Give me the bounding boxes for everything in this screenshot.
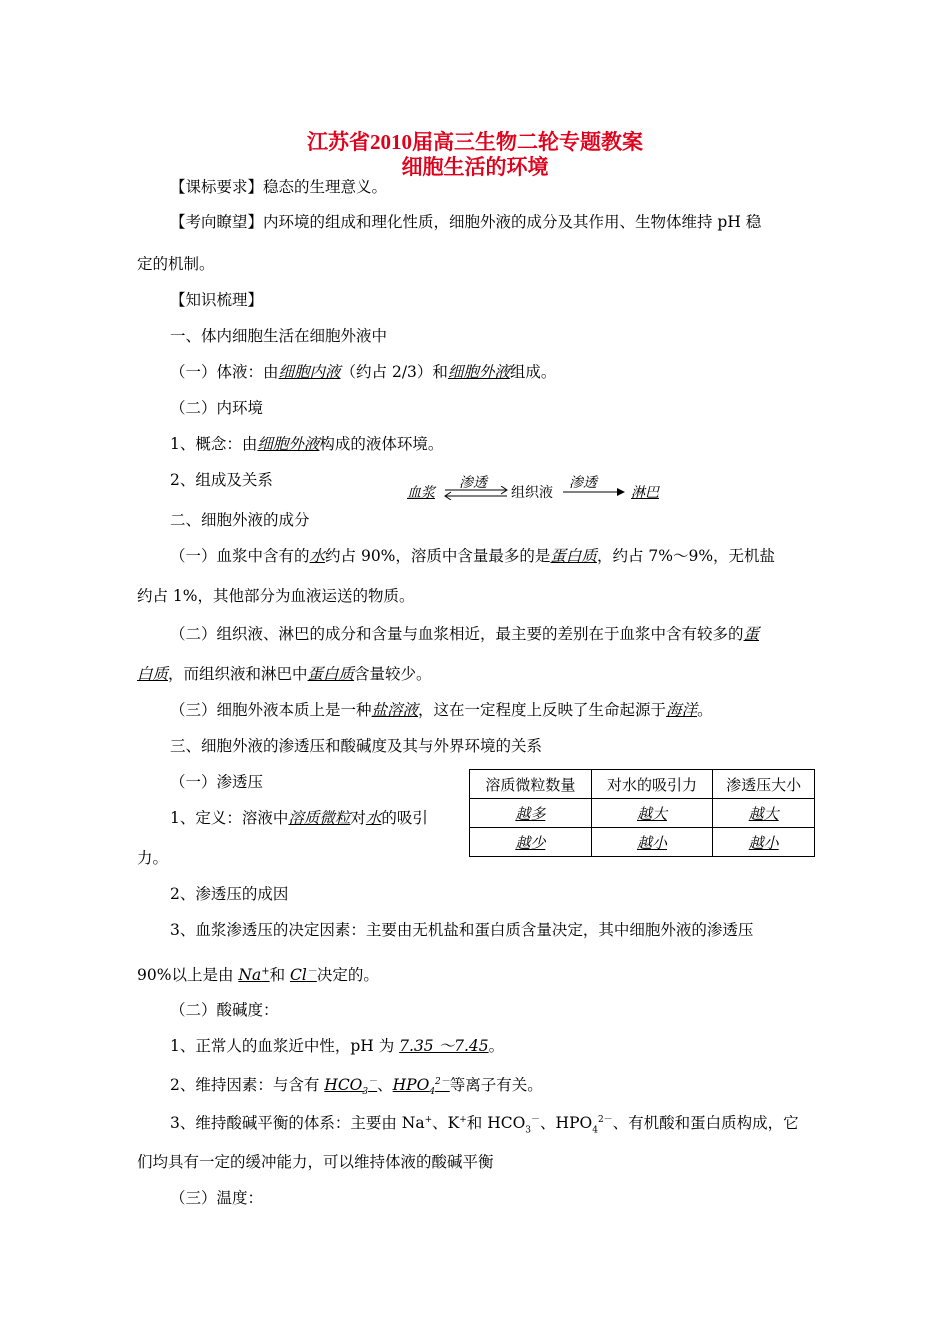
table-header: 溶质微粒数量 bbox=[470, 770, 592, 799]
ph-line-3: 3、维持酸碱平衡的体系：主要由 Na+、K+和 $HCO_3^-$、$HPO_4^{2-}$、有机酸和蛋白质构成，它 bbox=[170, 1114, 799, 1136]
table-row bbox=[470, 799, 815, 828]
table-header-row bbox=[470, 770, 815, 799]
diagram-osmosis-label-2: 渗透 bbox=[569, 475, 597, 491]
section-2-heading: 二、细胞外液的成分 bbox=[170, 511, 310, 529]
blank-protein-2a: 蛋 bbox=[743, 625, 760, 643]
section-1-heading: 一、体内细胞生活在细胞外液中 bbox=[170, 327, 388, 345]
blank-sodium: Na+ bbox=[238, 966, 270, 985]
outlook-line-1: 【考向瞭望】内环境的组成和理化性质，细胞外液的成分及其作用、生物体维持 pH 稳 bbox=[170, 213, 762, 231]
diagram-plasma: 血浆 bbox=[407, 485, 435, 501]
ph-line-2: 2、维持因素：与含有 $HCO_3^-$、$HPO_4^{2-}$等离子有关。 bbox=[170, 1076, 543, 1098]
right-arrow-icon bbox=[561, 488, 627, 498]
blank-chloride: Cl－ bbox=[290, 966, 317, 985]
blank-water-2: 水 bbox=[365, 809, 382, 827]
osmotic-cause: 2、渗透压的成因 bbox=[170, 885, 289, 903]
ph-line-4: 们均具有一定的缓冲能力，可以维持体液的酸碱平衡 bbox=[137, 1153, 494, 1171]
standard-requirement: 【课标要求】稳态的生理意义。 bbox=[170, 178, 388, 196]
concept-line: 1、概念：由细胞外液构成的液体环境。 bbox=[170, 435, 444, 453]
outlook-line-2: 定的机制。 bbox=[137, 255, 215, 273]
blank-extracellular-fluid: 细胞外液 bbox=[447, 363, 510, 381]
table-cell: 越小 bbox=[637, 833, 668, 852]
diagram-lymph: 淋巴 bbox=[631, 485, 659, 501]
blank-intracellular-fluid: 细胞内液 bbox=[278, 363, 341, 381]
ph-line-1: 1、正常人的血浆近中性，pH 为 7.35 ～7.45。 bbox=[170, 1037, 505, 1055]
table-cell: 越大 bbox=[637, 804, 668, 823]
diagram-tissue-fluid: 组织液 bbox=[511, 485, 553, 501]
osmotic-heading: （一）渗透压 bbox=[170, 773, 264, 791]
blank-protein-2b: 白质 bbox=[137, 665, 169, 683]
blank-ph-range: 7.35 ～7.45 bbox=[399, 1037, 489, 1055]
table-cell: 越小 bbox=[748, 833, 779, 852]
tissue-line-2: 白质，而组织液和淋巴中蛋白质含量较少。 bbox=[137, 665, 432, 683]
ph-heading: （二）酸碱度： bbox=[170, 1001, 279, 1019]
doc-subtitle: 细胞生活的环境 bbox=[401, 155, 549, 179]
internal-env-heading: （二）内环境 bbox=[170, 399, 264, 417]
table-header: 对水的吸引力 bbox=[591, 770, 713, 799]
diagram-osmosis-label-1: 渗透 bbox=[459, 475, 487, 491]
composition-line: 2、组成及关系 bbox=[170, 471, 273, 489]
table-cell: 越多 bbox=[515, 804, 546, 823]
temperature-heading: （三）温度： bbox=[170, 1189, 264, 1207]
blank-hydrogen-phosphate: $HPO_4^{2-}$ bbox=[392, 1076, 450, 1098]
doc-title: 江苏省2010届高三生物二轮专题教案 bbox=[307, 130, 643, 154]
double-arrow-icon bbox=[441, 486, 511, 500]
fluid-relation-diagram bbox=[405, 472, 675, 504]
blank-salt-solution: 盐溶液 bbox=[371, 701, 419, 719]
blank-bicarbonate: $HCO_3^-$ bbox=[324, 1076, 378, 1098]
plasma-osmotic-line-1: 3、血浆渗透压的决定因素：主要由无机盐和蛋白质含量决定，其中细胞外液的渗透压 bbox=[170, 921, 754, 939]
osmotic-table bbox=[469, 769, 815, 857]
table-header: 渗透压大小 bbox=[713, 770, 815, 799]
salt-solution-line: （三）细胞外液本质上是一种盐溶液，这在一定程度上反映了生命起源于海洋。 bbox=[170, 701, 713, 719]
blank-protein-3: 蛋白质 bbox=[307, 665, 355, 683]
blank-protein: 蛋白质 bbox=[550, 547, 597, 565]
table-cell: 越少 bbox=[515, 833, 546, 852]
blank-extracellular-fluid-2: 细胞外液 bbox=[257, 435, 320, 453]
plasma-osmotic-line-2: 90%以上是由 Na+和 Cl－决定的。 bbox=[137, 966, 379, 985]
body-fluid-line: （一）体液：由细胞内液（约占 2/3）和细胞外液组成。 bbox=[170, 363, 557, 381]
plasma-line-1: （一）血浆中含有的水约占 90%，溶质中含量最多的是蛋白质，约占 7%～9%，无机盐 bbox=[170, 547, 776, 565]
section-3-heading: 三、细胞外液的渗透压和酸碱度及其与外界环境的关系 bbox=[170, 737, 543, 755]
table-cell: 越大 bbox=[748, 804, 779, 823]
tissue-line-1: （二）组织液、淋巴的成分和含量与血浆相近，最主要的差别在于血浆中含有较多的蛋 bbox=[170, 625, 760, 643]
blank-water: 水 bbox=[309, 547, 326, 565]
plasma-line-2: 约占 1%，其他部分为血液运送的物质。 bbox=[137, 587, 415, 605]
blank-ocean: 海洋 bbox=[666, 701, 698, 719]
osmotic-definition-2: 力。 bbox=[137, 849, 169, 867]
blank-solute-particles: 溶质微粒 bbox=[288, 809, 351, 827]
osmotic-definition: 1、定义：溶液中溶质微粒对水的吸引 bbox=[170, 809, 428, 827]
table-row bbox=[470, 828, 815, 857]
knowledge-heading: 【知识梳理】 bbox=[170, 291, 264, 309]
